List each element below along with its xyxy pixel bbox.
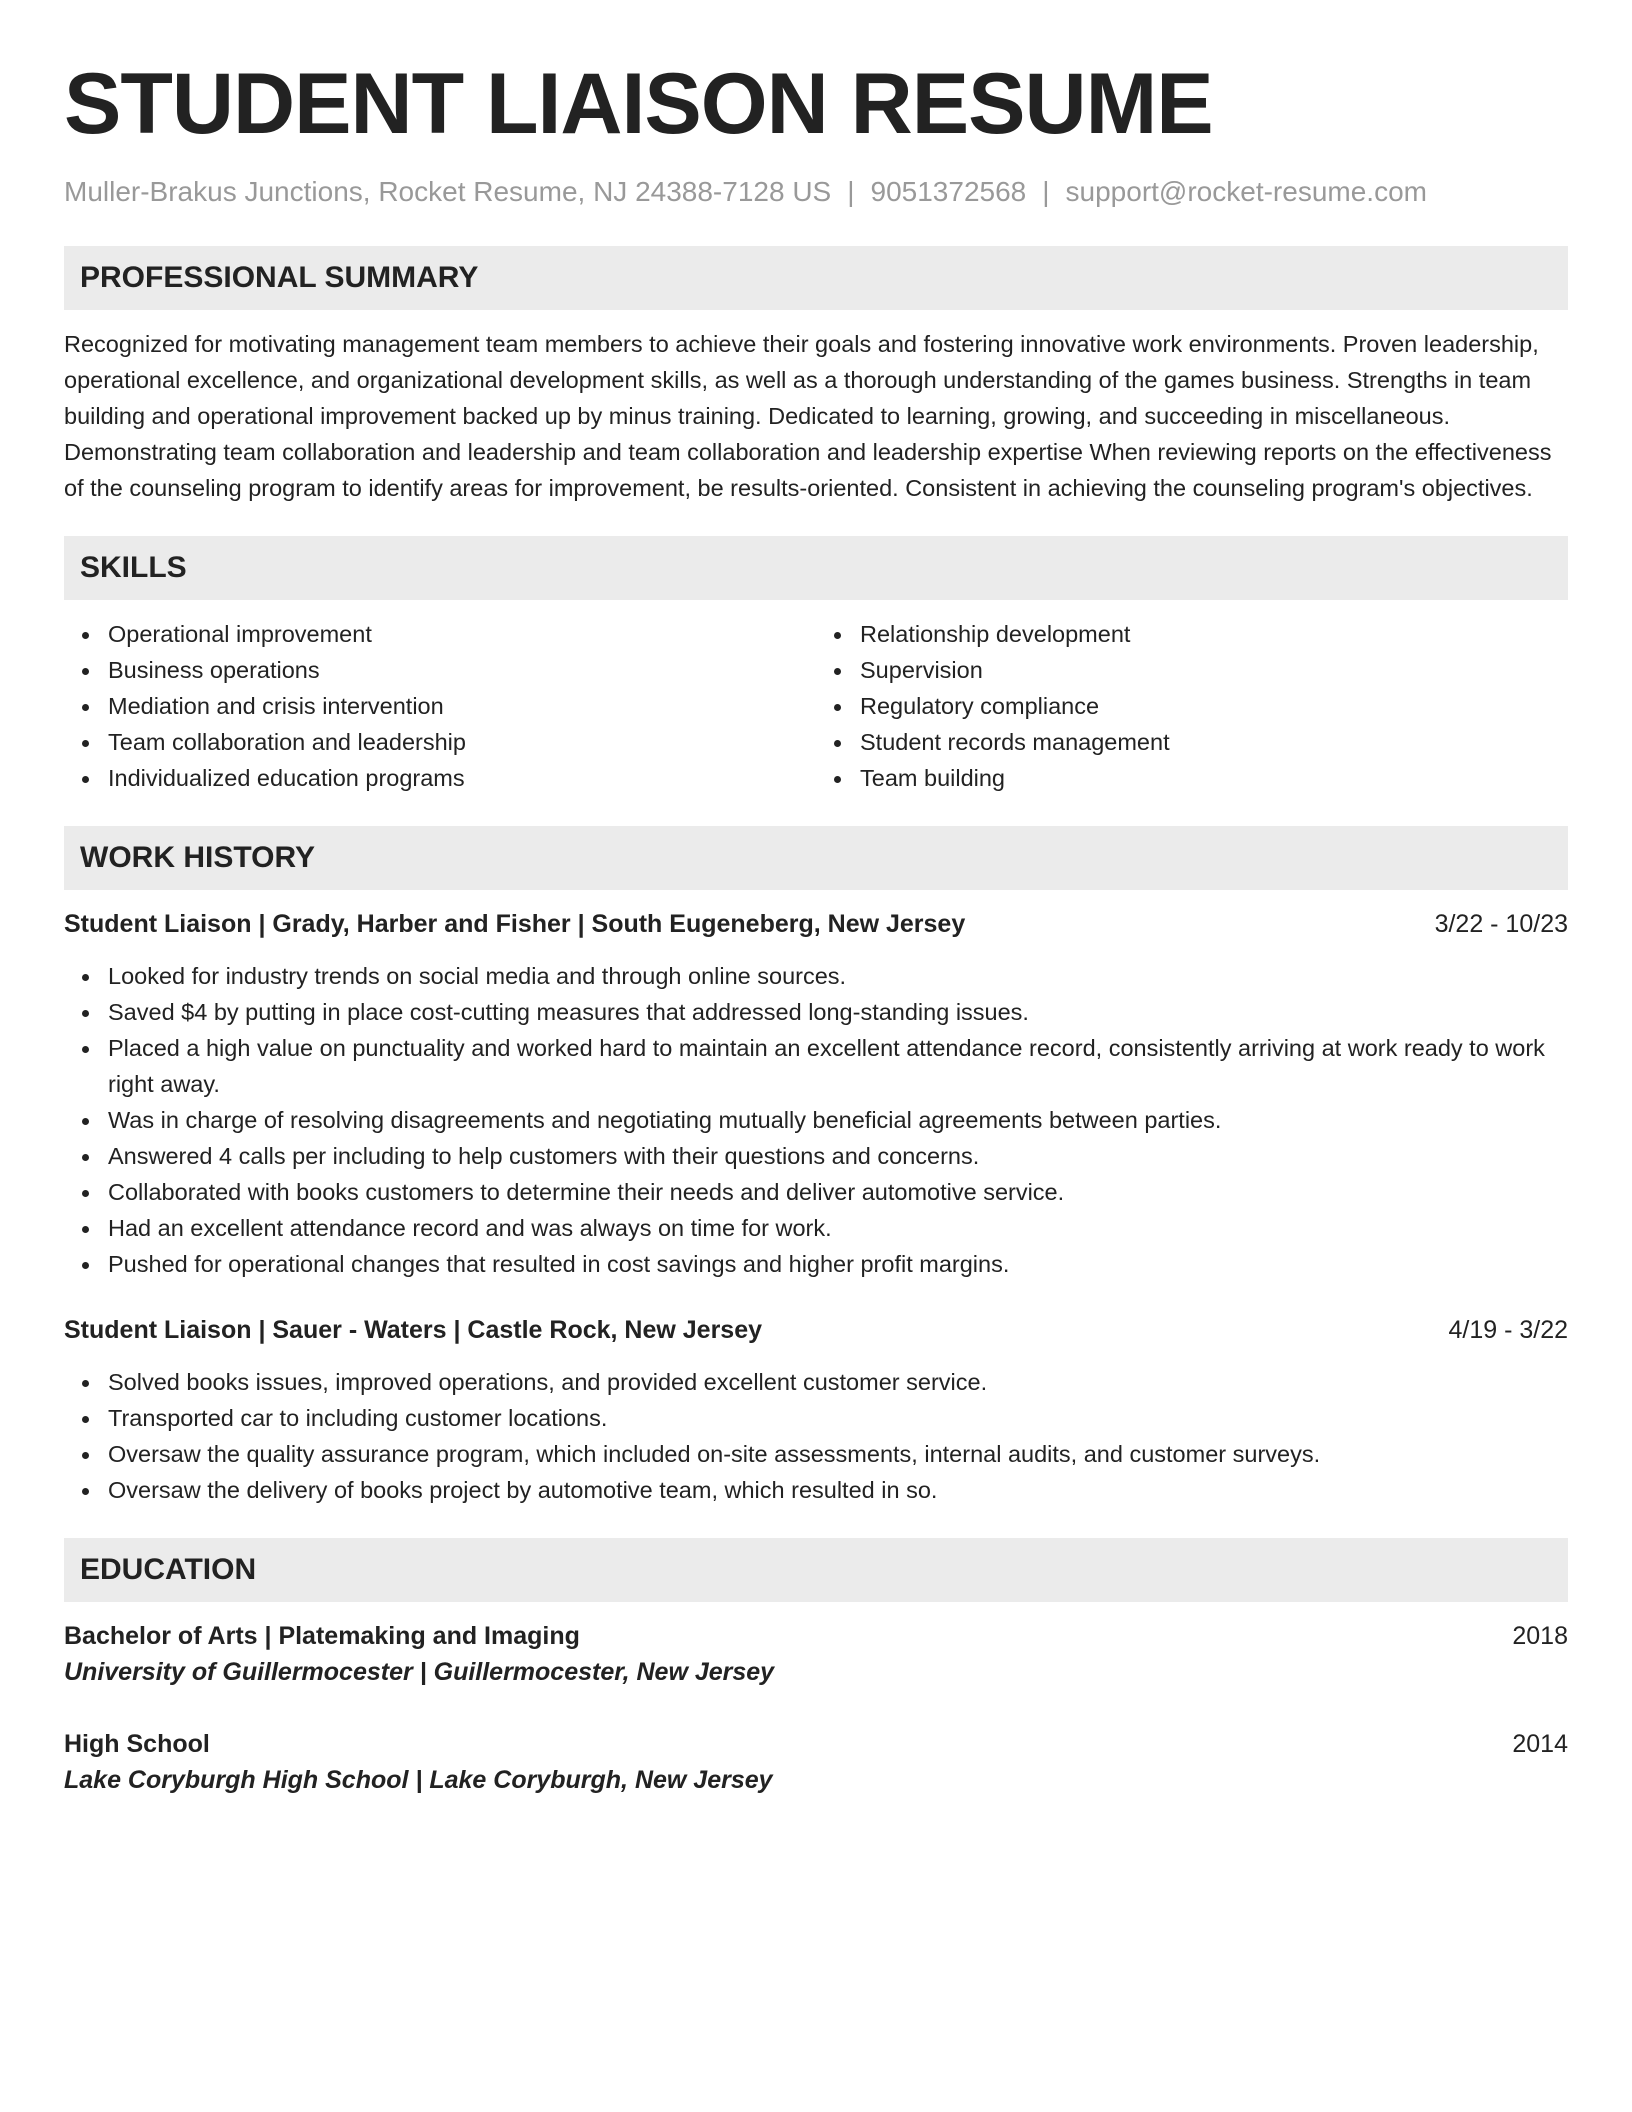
job-bullets [64, 1364, 1568, 1508]
skill-item: Supervision [860, 652, 1568, 688]
skills-list [64, 616, 1568, 796]
summary-text: Recognized for motivating management team members to achieve their goals and fostering innovative work environments. Proven leadership, operational excellence, and organizational development skills, as well as a thorough understanding of the games business. Strengths in team building and operational improvement backed up by minus training. Dedicated to learning, growing, and succeeding in miscellaneous. Demonstrating team collaboration and leadership and team collaboration and leadership expertise When reviewing reports on the effectiveness of the counseling program to identify areas for improvement, be results-oriented. Consistent in achieving the counseling program's objectives. [64, 331, 1552, 501]
job-bullet: Oversaw the quality assurance program, which included on-site assessments, internal audits, and customer surveys. [108, 1436, 1568, 1472]
contact-separator: | [1042, 176, 1050, 207]
job-title: Student Liaison | Sauer - Waters | Castle Rock, New Jersey [64, 1316, 763, 1344]
skill-item: Relationship development [860, 616, 1568, 652]
job-title: Student Liaison | Grady, Harber and Fisher | South Eugeneberg, New Jersey [64, 910, 966, 938]
job-entry [64, 906, 1568, 1282]
section-header-work-history: WORK HISTORY [64, 826, 1568, 890]
skill-item: Individualized education programs [108, 760, 816, 796]
education-degree: High School [64, 1730, 210, 1758]
job-bullet: Oversaw the delivery of books project by automotive team, which resulted in so. [108, 1472, 1568, 1508]
skills-column-right [816, 616, 1568, 796]
job-bullet: Placed a high value on punctuality and worked hard to maintain an excellent attendance record, consistently arriving at work ready to work right away. [108, 1030, 1568, 1102]
education-year: 2014 [1512, 1730, 1568, 1758]
job-dates: 4/19 - 3/22 [1448, 1316, 1568, 1344]
job-bullet: Looked for industry trends on social media and through online sources. [108, 958, 1568, 994]
job-bullet: Was in charge of resolving disagreements and negotiating mutually beneficial agreements between parties. [108, 1102, 1568, 1138]
skill-item: Business operations [108, 652, 816, 688]
education-school: University of Guillermocester | Guillermocester, New Jersey [64, 1658, 775, 1686]
resume-title: STUDENT LIAISON RESUME [64, 56, 1213, 152]
education-header [64, 1618, 1568, 1654]
contact-address: Muller-Brakus Junctions, Rocket Resume, NJ 24388-7128 US [64, 176, 832, 207]
section-header-education: EDUCATION [64, 1538, 1568, 1602]
education-entry [64, 1618, 1568, 1690]
job-bullet: Collaborated with books customers to determine their needs and deliver automotive service. [108, 1174, 1568, 1210]
skill-item: Regulatory compliance [860, 688, 1568, 724]
contact-separator: | [847, 176, 855, 207]
skill-item: Team building [860, 760, 1568, 796]
job-bullets [64, 958, 1568, 1282]
job-bullet: Pushed for operational changes that resulted in cost savings and higher profit margins. [108, 1246, 1568, 1282]
skill-item: Mediation and crisis intervention [108, 688, 816, 724]
education-year: 2018 [1512, 1622, 1568, 1650]
education-entry [64, 1726, 1568, 1798]
job-dates: 3/22 - 10/23 [1434, 910, 1568, 938]
education-school: Lake Coryburgh High School | Lake Coryburgh, New Jersey [64, 1766, 773, 1794]
job-bullet: Answered 4 calls per including to help customers with their questions and concerns. [108, 1138, 1568, 1174]
job-header [64, 906, 1568, 942]
section-header-summary: PROFESSIONAL SUMMARY [64, 246, 1568, 310]
job-bullet: Saved $4 by putting in place cost-cutting measures that addressed long-standing issues. [108, 994, 1568, 1030]
job-bullet: Had an excellent attendance record and was always on time for work. [108, 1210, 1568, 1246]
section-header-skills: SKILLS [64, 536, 1568, 600]
job-bullet: Transported car to including customer locations. [108, 1400, 1568, 1436]
education-degree: Bachelor of Arts | Platemaking and Imaging [64, 1622, 580, 1650]
contact-phone: 9051372568 [870, 176, 1027, 207]
contact-line [64, 174, 1568, 210]
job-header [64, 1312, 1568, 1348]
skills-column-left [64, 616, 816, 796]
skill-item: Student records management [860, 724, 1568, 760]
education-header [64, 1726, 1568, 1762]
skill-item: Team collaboration and leadership [108, 724, 816, 760]
skill-item: Operational improvement [108, 616, 816, 652]
job-bullet: Solved books issues, improved operations, and provided excellent customer service. [108, 1364, 1568, 1400]
contact-email: support@rocket-resume.com [1065, 176, 1427, 207]
job-entry [64, 1312, 1568, 1508]
